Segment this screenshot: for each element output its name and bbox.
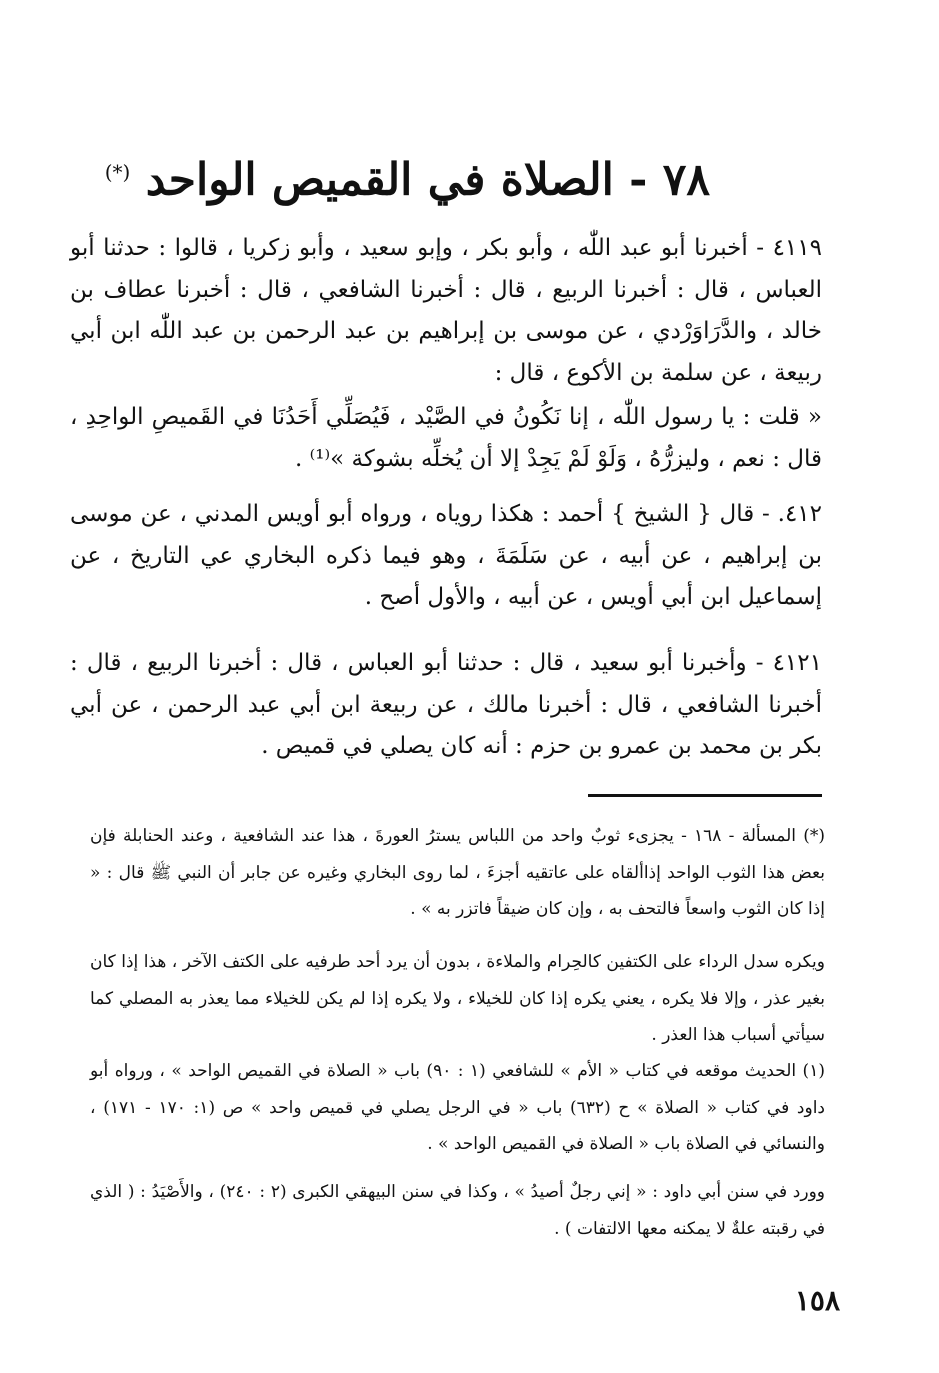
footnote-sadl: ويكره سدل الرداء على الكتفين كالحِرام والملاءة ، بدون أن يرد أحد طرفيه على الكتف الآخر ، هذا إذا كان بغير عذر ، وإلا فلا يكره ، يعني يكره إذا كان للخيلاء ، ولا يكره إذا لم يكن للخيلاء مما يعذر به المصلي كما سيأتي أسباب هذا العذر . <box>90 952 825 1045</box>
hadith-paragraph-4121: ٤١٢١ - وأخبرنا أبو سعيد ، قال : حدثنا أبو العباس ، قال : أخبرنا الربيع ، قال : أخبرنا الشافعي ، قال : أخبرنا مالك ، عن ربيعة ابن أبي عبد الرحمن ، عن أبي بكر بن محمد بن عمرو بن حزم : أنه كان يصلي في قميص . <box>70 650 822 759</box>
page-number: ١٥٨ <box>794 1284 840 1317</box>
chapter-title <box>104 142 710 211</box>
footnote-masala: (*) المسألة - ١٦٨ - يجزىء ثوبٌ واحد من اللباس يسترُ العورةَ ، هذا عند الشافعية ، وعند الحنابلة فإن بعض هذا الثوب الواحد إذاألقاه على عاتقيه أجزءَ ، لما روى البخاري وغيره عن جابر أن النبي ﷺ قال : « إذا كان الثوب واسعاً فالتحف به ، وإن كان ضيقاً فاتزر به » . <box>90 826 825 919</box>
hadith-paragraph-4120: ٤١٢. - قال { الشيخ } أحمد : هكذا روياه ، ورواه أبو أويس المدني ، عن موسى بن إبراهيم ، عن أبيه ، عن سَلَمَةَ ، وهو فيما ذكره البخاري عي التاريخ ، عن إسماعيل ابن أبي أويس ، عن أبيه ، والأول أصح . <box>70 501 822 610</box>
footnote-1-source: (١) الحديث موقعه في كتاب « الأم » للشافعي (١ : ٩٠) باب « الصلاة في القميص الواحد » ، ورواه أبو داود في كتاب « الصلاة » ح (٦٣٢) باب « في الرجل يصلي في قميص واحد » ص (١: ١٧٠ - ١٧١) ، والنسائي في الصلاة باب « الصلاة في القميص الواحد » . <box>90 1061 825 1154</box>
hadith-quote-paragraph: « قلت : يا رسول اللّٰه ، إنا نَكُونُ في الصَّيْد ، فَيُصَلِّي أَحَدُنَا في القَميصِ الواحِدِ ، قال : نعم ، وليزرُّهُ ، وَلَوْ لَمْ يَجِدْ إلا أن يُخلِّه بشوكة »⁽¹⁾ . <box>70 404 822 472</box>
chapter-title-text: ٧٨ - الصلاة في القميص الواحد <box>145 154 710 206</box>
hadith-paragraph-4119: ٤١١٩ - أخبرنا أبو عبد اللّٰه ، وأبو بكر ، وإبو سعيد ، وأبو زكريا ، قالوا : حدثنا أبو العباس ، قال : أخبرنا الربيع ، قال : أخبرنا الشافعي ، قال : أخبرنا عطاف بن خالد ، والدَّرَاوَرْدي ، عن موسى بن إبراهيم بن عبد الرحمن بن عبد اللّٰه ابن أبي ربيعة ، عن سلمة بن الأكوع ، قال : <box>70 235 822 386</box>
footnote-1-note: وورد في سنن أبي داود : « إني رجلٌ أصيدُ » ، وكذا في سنن البيهقي الكبرى (٢ : ٢٤٠) ، والأَصْيَدُ : ( الذي في رقبته علةٌ لا يمكنه معها الالتفات ) . <box>90 1182 825 1239</box>
footnote-separator <box>588 794 822 797</box>
chapter-footnote-marker: (*) <box>104 160 131 184</box>
